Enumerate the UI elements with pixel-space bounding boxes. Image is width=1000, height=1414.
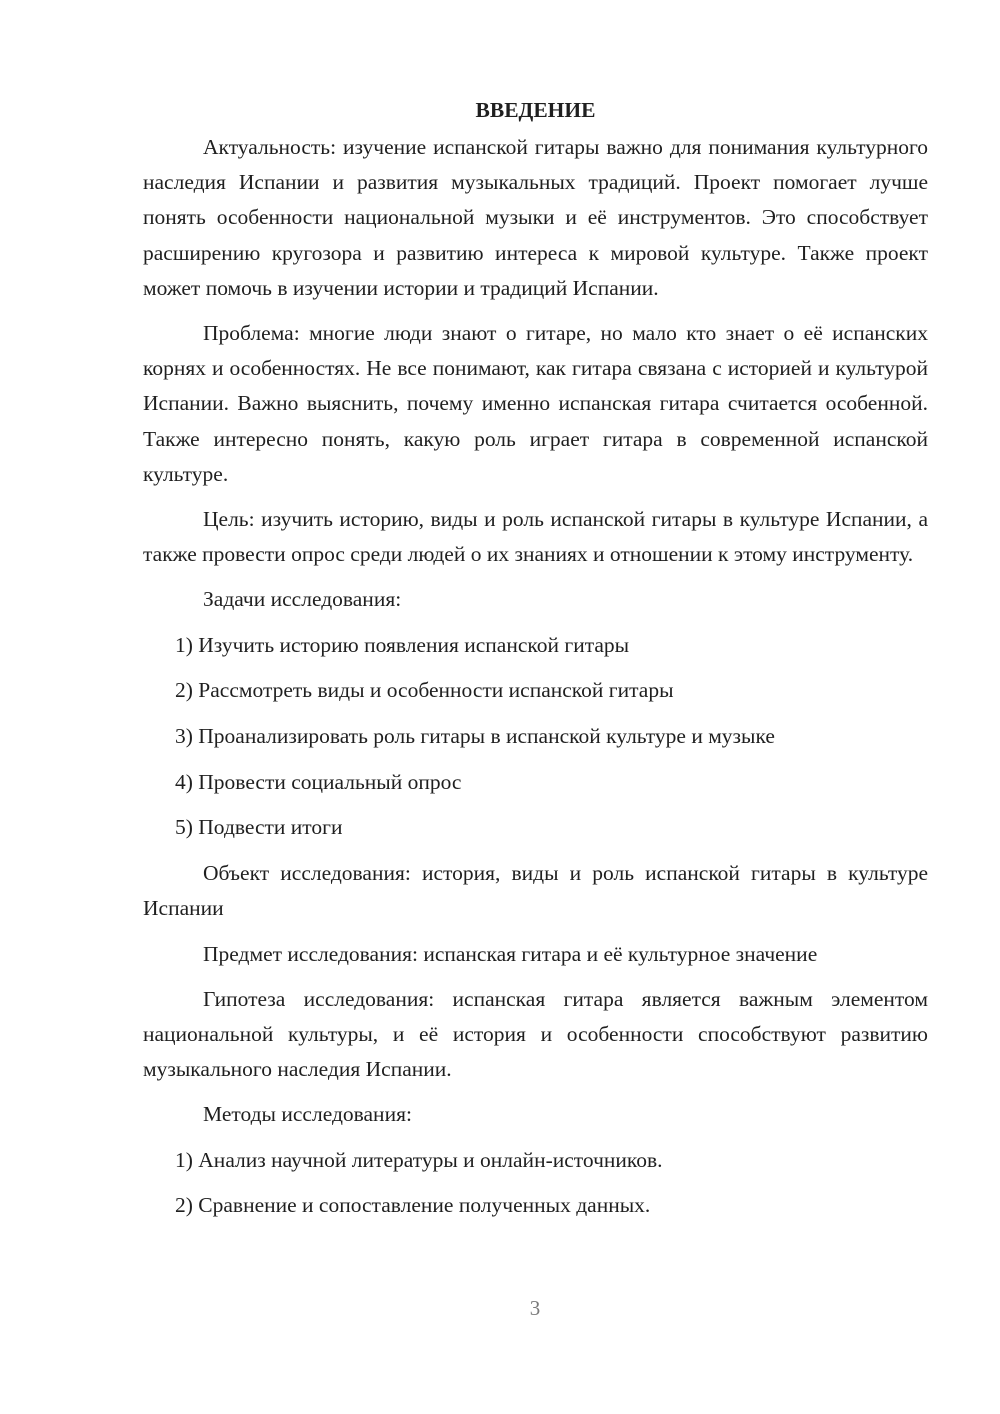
goal-paragraph: Цель: изучить историю, виды и роль испанской гитары в культуре Испании, а также провести опрос среди людей о их знаниях и отношении к этому инструменту. [143, 507, 928, 567]
problem-paragraph: Проблема: многие люди знают о гитаре, но мало кто знает о её испанских корнях и особенностях. Не все понимают, как гитара связана с историей и культурой Испании. Важно выяснить, почему именно испанская гитара считается особенной. Также интересно понять, какую роль играет гитара в современной испанской культуре. [143, 321, 928, 486]
relevance-paragraph: Актуальность: изучение испанской гитары важно для понимания культурного наследия Испании и развития музыкальных традиций. Проект помогает лучше понять особенности национальной музыки и её инструментов. Это способствует расширению кругозора и развитию интереса к мировой культуре. Также проект может помочь в изучении истории и традиций Испании. [143, 135, 928, 300]
task-item: 3) Проанализировать роль гитары в испанской культуре и музыке [175, 724, 775, 749]
task-item: 2) Рассмотреть виды и особенности испанской гитары [175, 678, 674, 703]
task-item: 4) Провести социальный опрос [175, 769, 462, 794]
hypothesis-paragraph: Гипотеза исследования: испанская гитара является важным элементом национальной культуры, и её история и особенности способствуют развитию музыкального наследия Испании. [143, 986, 928, 1082]
document-page [143, 92, 928, 1234]
page-number: 3 [529, 1296, 541, 1320]
task-item: 5) Подвести итоги [175, 815, 343, 840]
subject-paragraph: Предмет исследования: испанская гитара и её культурное значение [203, 941, 818, 966]
method-item: 2) Сравнение и сопоставление полученных данных. [175, 1193, 651, 1218]
task-item: 1) Изучить историю появления испанской гитары [175, 632, 630, 657]
methods-list [143, 1143, 928, 1224]
method-item: 1) Анализ научной литературы и онлайн-источников. [175, 1147, 663, 1172]
methods-label: Методы исследования: [203, 1102, 412, 1127]
tasks-list [143, 628, 928, 846]
object-paragraph: Объект исследования: история, виды и роль испанской гитары в культуре Испании [143, 861, 928, 921]
section-title: ВВЕДЕНИЕ [475, 98, 596, 122]
tasks-label: Задачи исследования: [203, 587, 402, 612]
